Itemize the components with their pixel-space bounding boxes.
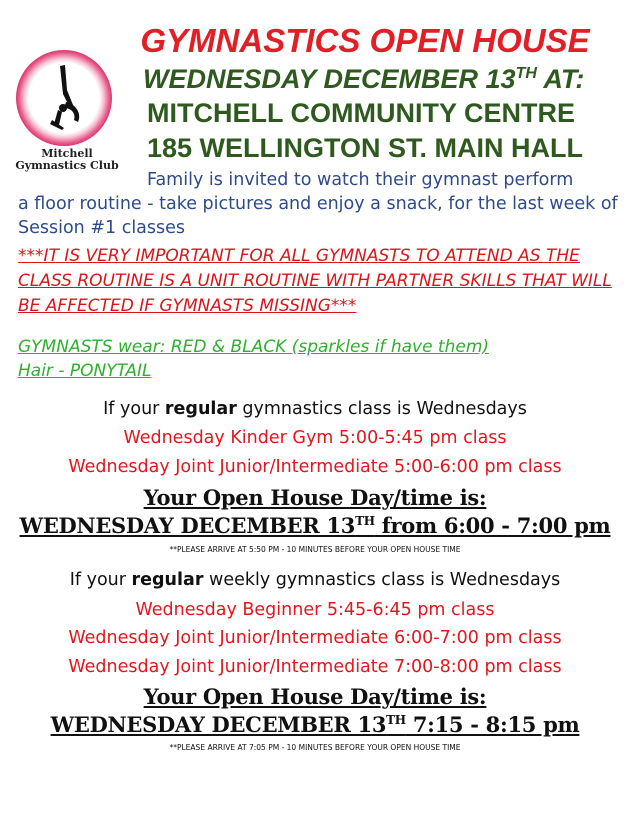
section2-date-post: 7:15 - 8:15 pm bbox=[405, 712, 580, 737]
section1-date bbox=[0, 513, 630, 538]
page-title: GYMNASTICS OPEN HOUSE bbox=[140, 22, 590, 59]
event-date-tail: AT: bbox=[536, 64, 585, 94]
section2-date bbox=[0, 712, 630, 737]
logo-line-1: Mitchell bbox=[41, 147, 93, 160]
intro-paragraph bbox=[18, 168, 618, 240]
section2-date-pre: WEDNESDAY DECEMBER 13 bbox=[50, 712, 387, 737]
event-date-suffix: TH bbox=[515, 65, 537, 82]
section2-class: Wednesday Beginner 5:45-6:45 pm class bbox=[135, 600, 495, 620]
section2-intro-bold: regular bbox=[131, 570, 204, 590]
event-venue: MITCHELL COMMUNITY CENTRE bbox=[147, 98, 575, 128]
section2-class: Wednesday Joint Junior/Intermediate 6:00-7:00 pm class bbox=[68, 628, 562, 648]
section2-date-sup: TH bbox=[386, 713, 406, 727]
logo-line-2: Gymnastics Club bbox=[15, 159, 119, 172]
club-logo bbox=[12, 50, 117, 180]
section2-intro-pre: If your bbox=[69, 570, 132, 590]
event-date bbox=[143, 64, 584, 95]
event-date-main: WEDNESDAY DECEMBER 13 bbox=[143, 64, 516, 94]
section2-intro bbox=[0, 570, 630, 590]
section1-intro-post: gymnastics class is Wednesdays bbox=[236, 399, 527, 419]
section2-intro-post: weekly gymnastics class is Wednesdays bbox=[203, 570, 561, 590]
section1-intro-bold: regular bbox=[164, 399, 237, 419]
section2-heading: Your Open House Day/time is: bbox=[143, 684, 487, 709]
gymnast-icon bbox=[16, 50, 112, 146]
section1-class: Wednesday Joint Junior/Intermediate 5:00-6:00 pm class bbox=[68, 457, 562, 477]
hair-line: Hair - PONYTAIL bbox=[18, 361, 152, 381]
attire-line: GYMNASTS wear: RED & BLACK (sparkles if have them) bbox=[18, 337, 490, 357]
section2-class: Wednesday Joint Junior/Intermediate 7:00-8:00 pm class bbox=[68, 657, 562, 677]
section1-note: **PLEASE ARRIVE AT 5:50 PM - 10 MINUTES BEFORE YOUR OPEN HOUSE TIME bbox=[169, 545, 461, 554]
section1-date-pre: WEDNESDAY DECEMBER 13 bbox=[19, 513, 356, 538]
section1-heading: Your Open House Day/time is: bbox=[143, 485, 487, 510]
intro-rest: a floor routine - take pictures and enjoy a snack, for the last week of Session #1 classes bbox=[18, 194, 618, 238]
section1-intro-pre: If your bbox=[103, 399, 165, 419]
important-notice: ***IT IS VERY IMPORTANT FOR ALL GYMNASTS TO ATTEND AS THE CLASS ROUTINE IS A UNIT ROUTINE WITH PARTNER SKILLS THAT WILL BE AFFECTED IF GYMNASTS MISSING*** bbox=[18, 246, 612, 316]
intro-line-1: Family is invited to watch their gymnast perform bbox=[147, 170, 574, 190]
section2-note: **PLEASE ARRIVE AT 7:05 PM - 10 MINUTES BEFORE YOUR OPEN HOUSE TIME bbox=[169, 743, 461, 752]
section1-date-post: from 6:00 - 7:00 pm bbox=[374, 513, 611, 538]
section1-date-sup: TH bbox=[355, 514, 375, 528]
section1-class: Wednesday Kinder Gym 5:00-5:45 pm class bbox=[123, 428, 507, 448]
event-address: 185 WELLINGTON ST. MAIN HALL bbox=[147, 133, 584, 163]
section1-intro bbox=[0, 399, 630, 419]
